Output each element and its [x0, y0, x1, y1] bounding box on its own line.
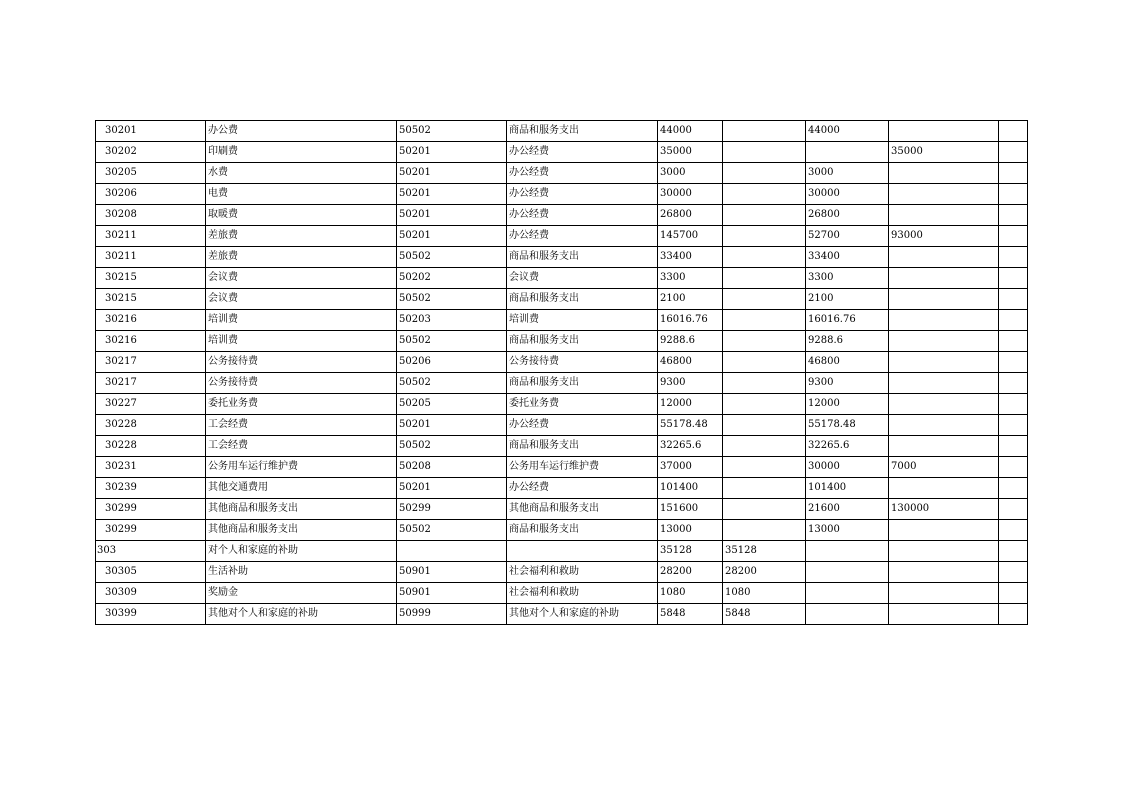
- table-row: [96, 331, 1028, 352]
- table-row: [96, 457, 1028, 478]
- amount-col6-cell: [723, 415, 806, 436]
- total-amount-cell: 44000: [658, 121, 723, 142]
- amount-col8-cell: 93000: [889, 226, 999, 247]
- account-code-cell: 30227: [96, 394, 206, 415]
- economic-code-cell: 50999: [397, 604, 507, 625]
- amount-col6-cell: [723, 394, 806, 415]
- amount-col8-cell: [889, 562, 999, 583]
- amount-col7-cell: 21600: [806, 499, 889, 520]
- amount-col6-cell: [723, 289, 806, 310]
- account-name-cell: 奖励金: [206, 583, 397, 604]
- amount-col7-cell: [806, 604, 889, 625]
- account-code-cell: 30215: [96, 268, 206, 289]
- amount-col6-cell: 1080: [723, 583, 806, 604]
- economic-code-cell: 50502: [397, 121, 507, 142]
- economic-name-cell: 公务用车运行维护费: [507, 457, 658, 478]
- account-name-cell: 其他商品和服务支出: [206, 499, 397, 520]
- economic-code-cell: 50502: [397, 331, 507, 352]
- amount-col9-cell: [999, 289, 1028, 310]
- account-code-cell: 30305: [96, 562, 206, 583]
- table-row: [96, 520, 1028, 541]
- amount-col9-cell: [999, 520, 1028, 541]
- amount-col6-cell: [723, 268, 806, 289]
- account-code-cell: 30239: [96, 478, 206, 499]
- total-amount-cell: 3300: [658, 268, 723, 289]
- economic-code-cell: 50201: [397, 184, 507, 205]
- amount-col6-cell: [723, 184, 806, 205]
- total-amount-cell: 30000: [658, 184, 723, 205]
- amount-col8-cell: [889, 604, 999, 625]
- amount-col6-cell: [723, 478, 806, 499]
- amount-col9-cell: [999, 541, 1028, 562]
- economic-name-cell: 其他商品和服务支出: [507, 499, 658, 520]
- amount-col9-cell: [999, 457, 1028, 478]
- economic-code-cell: 50901: [397, 562, 507, 583]
- amount-col7-cell: 33400: [806, 247, 889, 268]
- amount-col8-cell: [889, 163, 999, 184]
- amount-col6-cell: [723, 163, 806, 184]
- amount-col6-cell: [723, 121, 806, 142]
- amount-col9-cell: [999, 562, 1028, 583]
- account-code-cell: 303: [96, 541, 206, 562]
- account-name-cell: 会议费: [206, 268, 397, 289]
- table-row: [96, 289, 1028, 310]
- account-code-cell: 30217: [96, 373, 206, 394]
- table-row: [96, 562, 1028, 583]
- account-name-cell: 工会经费: [206, 436, 397, 457]
- total-amount-cell: 28200: [658, 562, 723, 583]
- amount-col8-cell: [889, 520, 999, 541]
- amount-col6-cell: 35128: [723, 541, 806, 562]
- amount-col9-cell: [999, 142, 1028, 163]
- account-code-cell: 30299: [96, 499, 206, 520]
- amount-col9-cell: [999, 247, 1028, 268]
- economic-code-cell: 50208: [397, 457, 507, 478]
- amount-col9-cell: [999, 352, 1028, 373]
- total-amount-cell: 16016.76: [658, 310, 723, 331]
- economic-code-cell: 50201: [397, 478, 507, 499]
- total-amount-cell: 46800: [658, 352, 723, 373]
- economic-name-cell: 公务接待费: [507, 352, 658, 373]
- economic-code-cell: 50502: [397, 436, 507, 457]
- amount-col7-cell: 3300: [806, 268, 889, 289]
- account-name-cell: 公务接待费: [206, 352, 397, 373]
- total-amount-cell: 35000: [658, 142, 723, 163]
- economic-name-cell: 办公经费: [507, 226, 658, 247]
- table-body: [96, 121, 1028, 625]
- amount-col9-cell: [999, 310, 1028, 331]
- total-amount-cell: 35128: [658, 541, 723, 562]
- economic-code-cell: 50502: [397, 247, 507, 268]
- amount-col9-cell: [999, 121, 1028, 142]
- amount-col6-cell: [723, 499, 806, 520]
- total-amount-cell: 151600: [658, 499, 723, 520]
- amount-col8-cell: [889, 583, 999, 604]
- amount-col7-cell: 2100: [806, 289, 889, 310]
- amount-col9-cell: [999, 226, 1028, 247]
- economic-name-cell: 商品和服务支出: [507, 247, 658, 268]
- economic-code-cell: 50201: [397, 142, 507, 163]
- amount-col7-cell: 55178.48: [806, 415, 889, 436]
- amount-col7-cell: 16016.76: [806, 310, 889, 331]
- amount-col6-cell: [723, 457, 806, 478]
- economic-code-cell: [397, 541, 507, 562]
- amount-col7-cell: [806, 142, 889, 163]
- total-amount-cell: 9288.6: [658, 331, 723, 352]
- total-amount-cell: 9300: [658, 373, 723, 394]
- account-name-cell: 生活补助: [206, 562, 397, 583]
- total-amount-cell: 37000: [658, 457, 723, 478]
- account-code-cell: 30216: [96, 331, 206, 352]
- account-code-cell: 30228: [96, 415, 206, 436]
- economic-name-cell: 办公经费: [507, 163, 658, 184]
- amount-col8-cell: 35000: [889, 142, 999, 163]
- amount-col6-cell: 5848: [723, 604, 806, 625]
- amount-col7-cell: 9300: [806, 373, 889, 394]
- amount-col9-cell: [999, 604, 1028, 625]
- table-row: [96, 541, 1028, 562]
- economic-code-cell: 50502: [397, 289, 507, 310]
- amount-col7-cell: 13000: [806, 520, 889, 541]
- economic-name-cell: 社会福利和救助: [507, 583, 658, 604]
- amount-col7-cell: 9288.6: [806, 331, 889, 352]
- economic-name-cell: 商品和服务支出: [507, 121, 658, 142]
- account-name-cell: 办公费: [206, 121, 397, 142]
- economic-code-cell: 50201: [397, 415, 507, 436]
- amount-col8-cell: [889, 394, 999, 415]
- amount-col7-cell: 30000: [806, 184, 889, 205]
- amount-col9-cell: [999, 499, 1028, 520]
- economic-code-cell: 50201: [397, 226, 507, 247]
- total-amount-cell: 5848: [658, 604, 723, 625]
- table-row: [96, 163, 1028, 184]
- economic-name-cell: 办公经费: [507, 205, 658, 226]
- amount-col8-cell: [889, 478, 999, 499]
- amount-col9-cell: [999, 268, 1028, 289]
- amount-col8-cell: [889, 289, 999, 310]
- economic-name-cell: 办公经费: [507, 478, 658, 499]
- table-row: [96, 142, 1028, 163]
- economic-code-cell: 50205: [397, 394, 507, 415]
- economic-code-cell: 50502: [397, 520, 507, 541]
- amount-col7-cell: 30000: [806, 457, 889, 478]
- account-code-cell: 30211: [96, 247, 206, 268]
- total-amount-cell: 101400: [658, 478, 723, 499]
- table-row: [96, 310, 1028, 331]
- amount-col9-cell: [999, 436, 1028, 457]
- account-code-cell: 30399: [96, 604, 206, 625]
- amount-col8-cell: 130000: [889, 499, 999, 520]
- account-name-cell: 水费: [206, 163, 397, 184]
- account-name-cell: 其他商品和服务支出: [206, 520, 397, 541]
- amount-col6-cell: [723, 142, 806, 163]
- amount-col7-cell: [806, 541, 889, 562]
- account-code-cell: 30215: [96, 289, 206, 310]
- account-name-cell: 印刷费: [206, 142, 397, 163]
- amount-col8-cell: [889, 247, 999, 268]
- economic-name-cell: 办公经费: [507, 415, 658, 436]
- economic-code-cell: 50502: [397, 373, 507, 394]
- table-row: [96, 583, 1028, 604]
- economic-name-cell: 其他对个人和家庭的补助: [507, 604, 658, 625]
- amount-col7-cell: [806, 583, 889, 604]
- table-row: [96, 205, 1028, 226]
- economic-code-cell: 50203: [397, 310, 507, 331]
- economic-name-cell: 商品和服务支出: [507, 520, 658, 541]
- account-code-cell: 30202: [96, 142, 206, 163]
- account-code-cell: 30217: [96, 352, 206, 373]
- account-code-cell: 30211: [96, 226, 206, 247]
- account-name-cell: 公务接待费: [206, 373, 397, 394]
- table-row: [96, 226, 1028, 247]
- table-row: [96, 436, 1028, 457]
- account-name-cell: 取暖费: [206, 205, 397, 226]
- amount-col7-cell: 32265.6: [806, 436, 889, 457]
- table-row: [96, 478, 1028, 499]
- economic-name-cell: 商品和服务支出: [507, 373, 658, 394]
- total-amount-cell: 26800: [658, 205, 723, 226]
- account-name-cell: 电费: [206, 184, 397, 205]
- amount-col8-cell: [889, 310, 999, 331]
- amount-col8-cell: [889, 205, 999, 226]
- amount-col7-cell: 52700: [806, 226, 889, 247]
- account-code-cell: 30206: [96, 184, 206, 205]
- amount-col9-cell: [999, 394, 1028, 415]
- account-name-cell: 培训费: [206, 331, 397, 352]
- total-amount-cell: 3000: [658, 163, 723, 184]
- economic-name-cell: 办公经费: [507, 184, 658, 205]
- amount-col8-cell: [889, 541, 999, 562]
- economic-code-cell: 50201: [397, 163, 507, 184]
- amount-col9-cell: [999, 331, 1028, 352]
- amount-col7-cell: 12000: [806, 394, 889, 415]
- table-row: [96, 373, 1028, 394]
- amount-col9-cell: [999, 184, 1028, 205]
- account-code-cell: 30309: [96, 583, 206, 604]
- amount-col6-cell: [723, 520, 806, 541]
- amount-col7-cell: 44000: [806, 121, 889, 142]
- economic-name-cell: [507, 541, 658, 562]
- account-name-cell: 工会经费: [206, 415, 397, 436]
- amount-col8-cell: [889, 268, 999, 289]
- amount-col6-cell: [723, 331, 806, 352]
- amount-col6-cell: [723, 352, 806, 373]
- amount-col7-cell: [806, 562, 889, 583]
- total-amount-cell: 2100: [658, 289, 723, 310]
- amount-col6-cell: [723, 436, 806, 457]
- account-name-cell: 差旅费: [206, 247, 397, 268]
- table-row: [96, 121, 1028, 142]
- account-code-cell: 30231: [96, 457, 206, 478]
- account-code-cell: 30201: [96, 121, 206, 142]
- amount-col6-cell: [723, 226, 806, 247]
- amount-col9-cell: [999, 415, 1028, 436]
- amount-col6-cell: [723, 373, 806, 394]
- account-name-cell: 会议费: [206, 289, 397, 310]
- amount-col6-cell: [723, 247, 806, 268]
- economic-name-cell: 委托业务费: [507, 394, 658, 415]
- economic-name-cell: 商品和服务支出: [507, 436, 658, 457]
- economic-name-cell: 办公经费: [507, 142, 658, 163]
- economic-code-cell: 50206: [397, 352, 507, 373]
- economic-name-cell: 商品和服务支出: [507, 289, 658, 310]
- total-amount-cell: 13000: [658, 520, 723, 541]
- amount-col8-cell: [889, 121, 999, 142]
- economic-code-cell: 50299: [397, 499, 507, 520]
- amount-col9-cell: [999, 163, 1028, 184]
- table-row: [96, 394, 1028, 415]
- economic-name-cell: 社会福利和救助: [507, 562, 658, 583]
- amount-col8-cell: 7000: [889, 457, 999, 478]
- account-name-cell: 委托业务费: [206, 394, 397, 415]
- budget-expense-table: [95, 120, 1028, 625]
- economic-name-cell: 商品和服务支出: [507, 331, 658, 352]
- total-amount-cell: 32265.6: [658, 436, 723, 457]
- amount-col8-cell: [889, 184, 999, 205]
- total-amount-cell: 12000: [658, 394, 723, 415]
- total-amount-cell: 55178.48: [658, 415, 723, 436]
- amount-col7-cell: 26800: [806, 205, 889, 226]
- economic-name-cell: 培训费: [507, 310, 658, 331]
- account-name-cell: 其他对个人和家庭的补助: [206, 604, 397, 625]
- table-row: [96, 184, 1028, 205]
- amount-col6-cell: [723, 205, 806, 226]
- amount-col7-cell: 3000: [806, 163, 889, 184]
- amount-col9-cell: [999, 205, 1028, 226]
- account-name-cell: 公务用车运行维护费: [206, 457, 397, 478]
- amount-col6-cell: 28200: [723, 562, 806, 583]
- account-code-cell: 30205: [96, 163, 206, 184]
- amount-col9-cell: [999, 478, 1028, 499]
- account-name-cell: 培训费: [206, 310, 397, 331]
- economic-code-cell: 50201: [397, 205, 507, 226]
- total-amount-cell: 33400: [658, 247, 723, 268]
- total-amount-cell: 1080: [658, 583, 723, 604]
- amount-col7-cell: 46800: [806, 352, 889, 373]
- amount-col8-cell: [889, 373, 999, 394]
- table-row: [96, 268, 1028, 289]
- account-code-cell: 30208: [96, 205, 206, 226]
- account-code-cell: 30216: [96, 310, 206, 331]
- total-amount-cell: 145700: [658, 226, 723, 247]
- amount-col7-cell: 101400: [806, 478, 889, 499]
- amount-col8-cell: [889, 352, 999, 373]
- table-row: [96, 499, 1028, 520]
- amount-col9-cell: [999, 583, 1028, 604]
- amount-col8-cell: [889, 415, 999, 436]
- table-row: [96, 604, 1028, 625]
- table-row: [96, 415, 1028, 436]
- account-name-cell: 差旅费: [206, 226, 397, 247]
- amount-col8-cell: [889, 331, 999, 352]
- account-name-cell: 其他交通费用: [206, 478, 397, 499]
- table-row: [96, 352, 1028, 373]
- amount-col6-cell: [723, 310, 806, 331]
- economic-name-cell: 会议费: [507, 268, 658, 289]
- economic-code-cell: 50901: [397, 583, 507, 604]
- amount-col9-cell: [999, 373, 1028, 394]
- table-row: [96, 247, 1028, 268]
- account-code-cell: 30299: [96, 520, 206, 541]
- account-code-cell: 30228: [96, 436, 206, 457]
- economic-code-cell: 50202: [397, 268, 507, 289]
- account-name-cell: 对个人和家庭的补助: [206, 541, 397, 562]
- amount-col8-cell: [889, 436, 999, 457]
